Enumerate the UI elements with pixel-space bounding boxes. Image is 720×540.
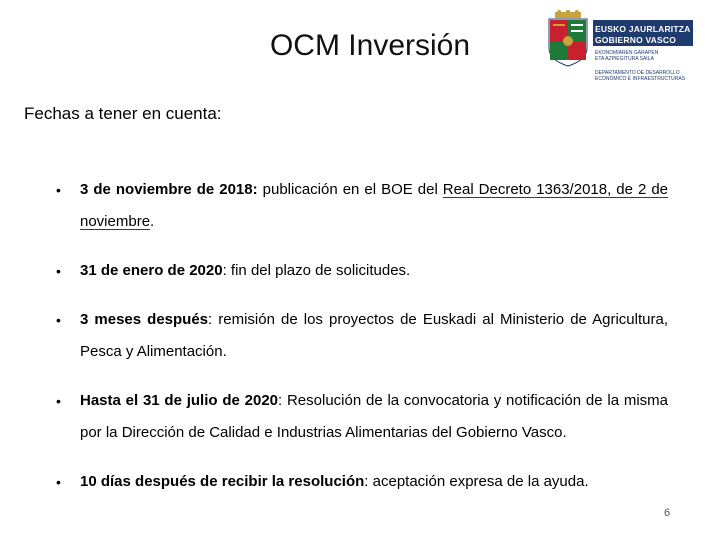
bullet-icon: •: [56, 182, 61, 198]
slide-title: OCM Inversión: [269, 29, 471, 62]
item-date: 3 de noviembre de 2018:: [80, 181, 258, 198]
section-subtitle: Fechas a tener en cuenta:: [24, 104, 222, 123]
bullet-icon: •: [56, 474, 61, 490]
bullet-icon: •: [56, 263, 61, 279]
item-date: 31 de enero de 2020: [80, 262, 223, 279]
list-item: • 31 de enero de 2020: fin del plazo de solicitudes.: [56, 255, 668, 287]
dates-list: [56, 174, 668, 498]
bullet-icon: •: [56, 312, 61, 328]
logo-line2: GOBIERNO VASCO: [595, 35, 677, 45]
gobierno-vasco-logo: [543, 10, 695, 90]
list-item: • 3 meses después: remisión de los proyectos de Euskadi al Ministerio de Agricultura, Pesca y Alimentación.: [56, 304, 668, 368]
list-item: • Hasta el 31 de julio de 2020: Resolución de la convocatoria y notificación de la misma por la Dirección de Calidad e Industrias Alimentarias del Gobierno Vasco.: [56, 385, 668, 449]
logo-dept-spanish: DEPARTAMENTO DE DESARROLLO ECONÓMICO E INFRAESTRUCTURAS: [595, 70, 686, 82]
logo-dept-basque: EKONOMIAREN GARAPEN ETA AZPIEGITURA SAILA: [595, 50, 659, 62]
real-decreto-link[interactable]: Real Decreto 1363/2018, de 2 de noviembre: [80, 181, 668, 230]
list-item: • 10 días después de recibir la resolución: aceptación expresa de la ayuda.: [56, 466, 668, 498]
bullet-icon: •: [56, 393, 61, 409]
item-date: Hasta el 31 de julio de 2020: [80, 392, 279, 409]
logo-line1: EUSKO JAURLARITZA: [595, 24, 691, 34]
item-date: 10 días después de recibir la resolución: [80, 473, 365, 490]
list-item: • 3 de noviembre de 2018: publicación en el BOE del Real Decreto 1363/2018, de 2 de noviembre.: [56, 174, 668, 238]
page-number: 6: [664, 507, 671, 519]
item-date: 3 meses después: [80, 311, 209, 328]
